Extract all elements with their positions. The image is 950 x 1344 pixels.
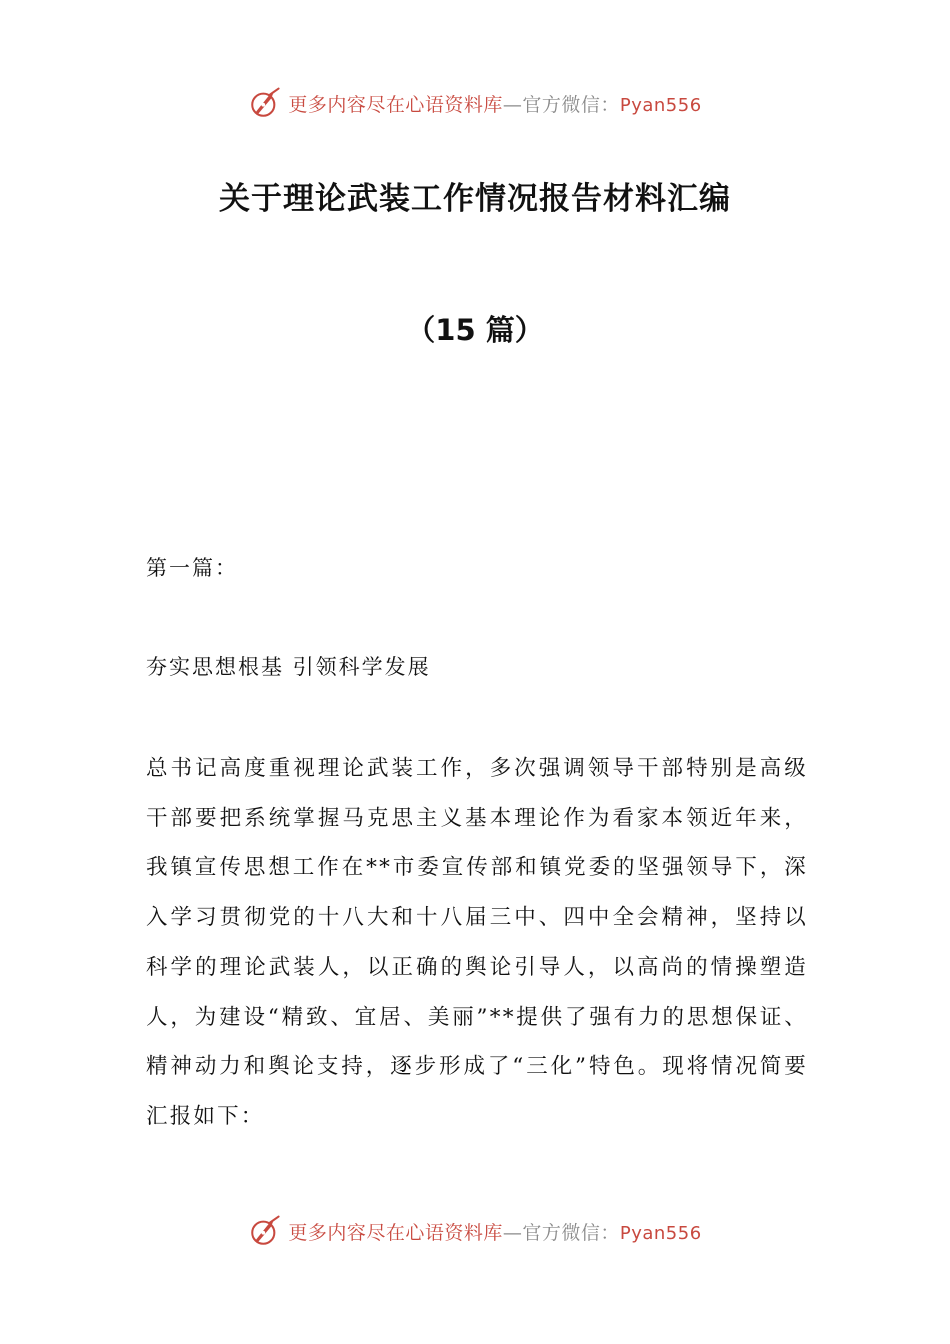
- watermark-wechat-label: 官方微信：: [522, 93, 620, 116]
- watermark-account: Pyan556: [619, 94, 702, 116]
- watermark-dash: —: [502, 1221, 523, 1244]
- article-subtitle: 夯实思想根基 引领科学发展: [146, 655, 431, 679]
- watermark-wechat-label: 官方微信：: [522, 1221, 620, 1244]
- header-watermark: [0, 83, 950, 123]
- document-article-count: （15 篇）: [406, 313, 544, 347]
- section-label: 第一篇：: [146, 556, 238, 580]
- body-paragraph: 总书记高度重视理论武装工作，多次强调领导干部特别是高级干部要把系统掌握马克思主义基本理论作为看家本领近年来，我镇宣传思想工作在**市委宣传部和镇党委的坚强领导下，深入学习贯彻党的十八大和十八届三中、四中全会精神，坚持以科学的理论武装人，以正确的舆论引导人，以高尚的情操塑造人，为建设“精致、宜居、美丽”**提供了强有力的思想保证、精神动力和舆论支持，逐步形成了“三化”特色。现将情况简要汇报如下：: [146, 756, 808, 1129]
- document-title: 关于理论武装工作情况报告材料汇编: [219, 181, 731, 217]
- watermark-text: [288, 90, 701, 117]
- watermark-site-name: 更多内容尽在心语资料库: [288, 93, 503, 116]
- watermark-text: [288, 1218, 701, 1245]
- watermark-account: Pyan556: [619, 1222, 702, 1244]
- pen-nib-circle-icon: [248, 1214, 282, 1248]
- footer-watermark: [0, 1211, 950, 1251]
- watermark-site-name: 更多内容尽在心语资料库: [288, 1221, 503, 1244]
- pen-nib-circle-icon: [248, 86, 282, 120]
- watermark-dash: —: [502, 93, 523, 116]
